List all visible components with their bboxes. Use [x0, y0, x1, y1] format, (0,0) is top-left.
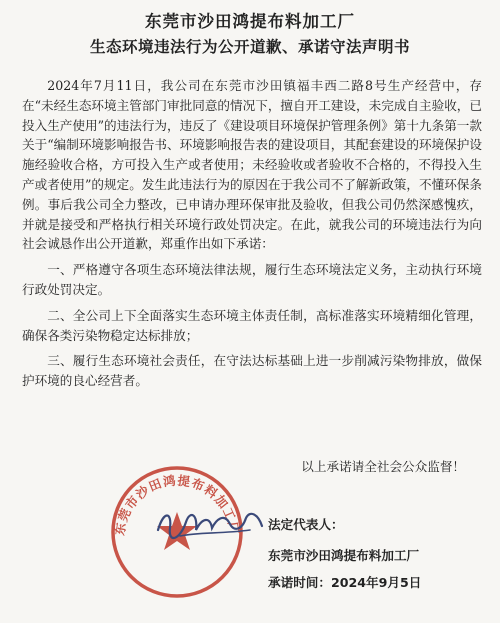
signing-company: 东莞市沙田鸿提布料加工厂	[268, 548, 420, 563]
handwritten-signature-icon	[150, 500, 270, 545]
commitment-date: 承诺时间：2024年9月5日	[268, 575, 422, 590]
body-paragraph-4: 三、履行生态环境社会责任，在守法达标基础上进一步削减污染物排放，做保护环境的良心经营者。	[22, 353, 482, 389]
closing-line: 以上承诺请全社会公众监督！	[301, 459, 465, 474]
body-paragraph-3: 二、全公司上下全面落实生态环境主体责任制，高标准落实环境精细化管理，确保各类污染物稳定达标排放；	[22, 307, 482, 343]
seal-text: 东莞市沙田鸿提布料加工厂	[111, 472, 243, 537]
legal-representative-label: 法定代表人：	[268, 517, 344, 532]
body-paragraph-2: 一、严格遵守各项生态环境法律法规，履行生态环境法定义务，主动执行环境行政处罚决定。	[22, 262, 482, 297]
document-subtitle: 生态环境违法行为公开道歉、承诺守法声明书	[89, 38, 410, 56]
document-title: 东莞市沙田鸿提布料加工厂	[145, 12, 355, 31]
body-paragraph-1: 2024年7月11日，我公司在东莞市沙田镇福丰西二路8号生产经营中，存在“未经生态环境主管部门审批同意的情况下，擅自开工建设，未完成自主验收，已投入生产使用”的违法行为，违反了《建设项目环境保护管理条例》第十九条第一款关于“编制环境影响报告书、环境影响报告表的建设项目，其配套建设的环境保护设施经验收合格，方可投入生产或者使用；未经验收或者验收不合格的，不得投入生产或者使用”的规定。发生此违法行为的原因在于我公司不了解新政策，不懂环保条例。事后我公司全力整改，已申请办理环保审批及验收，但我公司仍然深感愧疚，并就是接受和严格执行相关环境行政处罚决定。在此，就我公司的环境违法行为向社会诚恳作出公开道歉，郑重作出如下承诺：	[22, 78, 482, 252]
document-body	[22, 76, 482, 397]
